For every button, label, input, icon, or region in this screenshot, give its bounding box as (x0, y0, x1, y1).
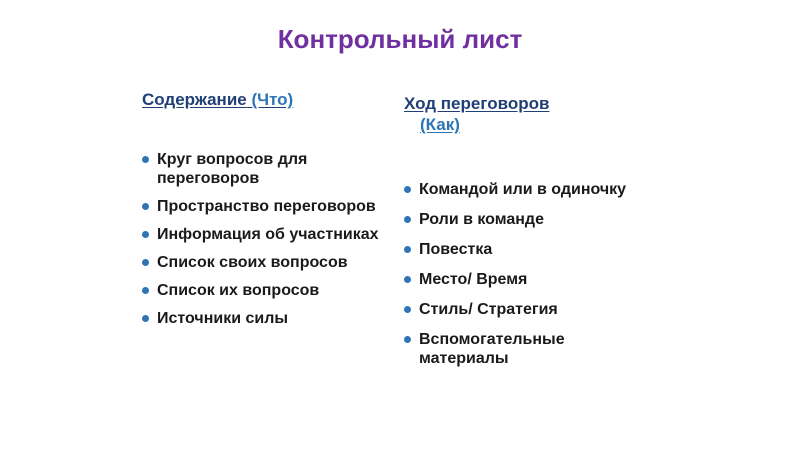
list-item-text: Повестка (419, 241, 493, 258)
slide-title: Контрольный лист (277, 24, 523, 54)
bullet-icon (142, 156, 149, 163)
content-heading (142, 89, 392, 110)
bullet-icon (404, 186, 411, 193)
content-heading-main: Содержание (142, 90, 247, 109)
list-item-text: Пространство переговоров (157, 198, 376, 215)
content-list (142, 150, 392, 328)
list-item (142, 197, 392, 216)
list-item (404, 180, 644, 199)
list-item-text: Стиль/ Стратегия (419, 301, 558, 318)
list-item-text: Источники силы (157, 310, 289, 327)
list-item (142, 150, 392, 188)
list-item (404, 240, 644, 259)
bullet-icon (404, 216, 411, 223)
list-item-text: Роли в команде (419, 211, 544, 228)
list-item (142, 253, 392, 272)
process-heading (404, 93, 644, 135)
list-item (142, 225, 392, 244)
list-item (404, 270, 644, 289)
bullet-icon (142, 287, 149, 294)
bullet-icon (142, 259, 149, 266)
process-column (404, 93, 644, 379)
content-column (142, 89, 392, 337)
bullet-icon (404, 306, 411, 313)
process-heading-accent: (Как) (420, 115, 460, 134)
process-list (404, 180, 644, 368)
bullet-icon (404, 246, 411, 253)
process-heading-main: Ход переговоров (404, 94, 550, 113)
bullet-icon (142, 315, 149, 322)
list-item (404, 330, 644, 368)
bullet-icon (404, 336, 411, 343)
list-item (404, 210, 644, 229)
list-item-text: Круг вопросов для переговоров (157, 151, 308, 187)
list-item-text: Список их вопросов (157, 282, 320, 299)
list-item-text: Командой или в одиночку (419, 181, 627, 198)
bullet-icon (142, 231, 149, 238)
list-item-text: Список своих вопросов (157, 254, 348, 271)
list-item-text: Место/ Время (419, 271, 528, 288)
list-item (142, 309, 392, 328)
list-item-text: Вспомогательные материалы (419, 331, 565, 367)
bullet-icon (142, 203, 149, 210)
content-heading-underlined (142, 90, 293, 109)
content-heading-accent: (Что) (251, 90, 294, 109)
list-item-text: Информация об участниках (157, 226, 379, 243)
bullet-icon (404, 276, 411, 283)
list-item (142, 281, 392, 300)
list-item (404, 300, 644, 319)
